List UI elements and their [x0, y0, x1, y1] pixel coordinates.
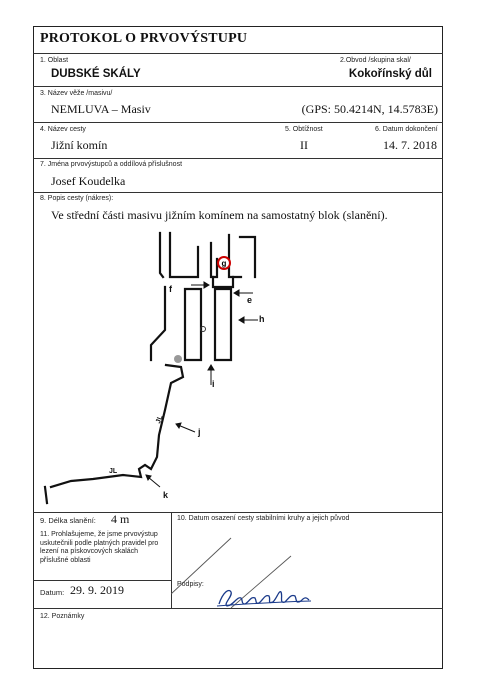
rock-outline [229, 235, 241, 277]
mark-jl: JL [155, 414, 165, 425]
rappel-value: 4 m [111, 512, 130, 526]
gps-value: (GPS: 50.4214N, 14.5783E) [301, 102, 438, 116]
climbers-label: 7. Jména prvovýstupců a oddílová příslušnost [40, 161, 183, 168]
route-label: 4. Název cesty [40, 126, 86, 133]
difficulty-value: II [300, 138, 308, 152]
anchor-letter: g [221, 259, 227, 268]
protection-label: 10. Datum osazení cesty stabilními kruhy a jejich původ [177, 515, 350, 522]
date-completed-label: 6. Datum dokončení [375, 126, 438, 133]
divider [33, 86, 443, 87]
date-value: 29. 9. 2019 [70, 583, 124, 597]
rock-outline [45, 487, 47, 503]
divider [33, 158, 443, 159]
rock-outline [240, 237, 255, 277]
arrow-head-icon [204, 282, 209, 288]
divider [33, 580, 171, 581]
rock-outline [215, 289, 231, 360]
rock-outline [151, 287, 165, 360]
mark-jl: JL [109, 468, 118, 475]
signature-image [215, 584, 315, 610]
date-completed-value: 14. 7. 2018 [383, 138, 437, 152]
area-value: DUBSKÉ SKÁLY [51, 68, 141, 80]
divider [33, 512, 443, 513]
rock-outline [160, 233, 163, 277]
notes-label: 12. Poznámky [40, 613, 85, 620]
area-label: 1. Oblast [40, 57, 69, 64]
arrow-label-h: h [259, 314, 265, 324]
tower-label: 3. Název věže /masivu/ [40, 90, 113, 97]
description-label: 8. Popis cesty (nákres): [40, 195, 114, 202]
divider [33, 192, 443, 193]
arrow-label-f: f [169, 284, 172, 294]
rock-outline [170, 233, 198, 277]
climbers-value: Josef Koudelka [51, 174, 126, 188]
arrow-label-k: k [163, 490, 169, 500]
arrow-label-e: e [247, 295, 253, 305]
signatures-label: Podpisy: [177, 581, 204, 588]
arrow-label-j: j [198, 427, 201, 437]
rock-outline [211, 243, 217, 277]
arrow-k [148, 477, 160, 487]
tower-value: NEMLUVA – Masiv [51, 102, 151, 116]
arrow-label-i: i [212, 379, 215, 389]
rock-outline [185, 289, 201, 360]
arrow-head-icon [234, 290, 239, 296]
route-sketch [33, 225, 443, 510]
arrow-j [178, 425, 195, 432]
form-title: PROTOKOL O PRVOVÝSTUPU [40, 31, 248, 46]
route-value: Jižní komín [51, 138, 108, 152]
difficulty-label: 5. Obtížnost [285, 126, 323, 133]
divider [33, 122, 443, 123]
arrow-head-icon [239, 317, 244, 323]
district-value: Kokořínský důl [348, 68, 432, 80]
arrow-head-icon [176, 423, 181, 428]
rock-outline [213, 277, 233, 287]
description-value: Ve střední části masivu jižním komínem na samostatný blok (slanění). [51, 208, 388, 222]
rappel-label: 9. Délka slanění: [40, 516, 96, 525]
arrow-head-icon [208, 365, 214, 370]
declaration-text: 11. Prohlašujeme, že jsme prvovýstup uskutečnili podle platných pravidel pro lezení na pískovcových skalách příslušné oblasti [40, 531, 159, 564]
belay-point-icon [174, 355, 182, 363]
divider [33, 53, 443, 54]
date-label: Datum: [40, 588, 65, 597]
district-label: 2.Obvod /skupina skal/ [340, 57, 411, 64]
